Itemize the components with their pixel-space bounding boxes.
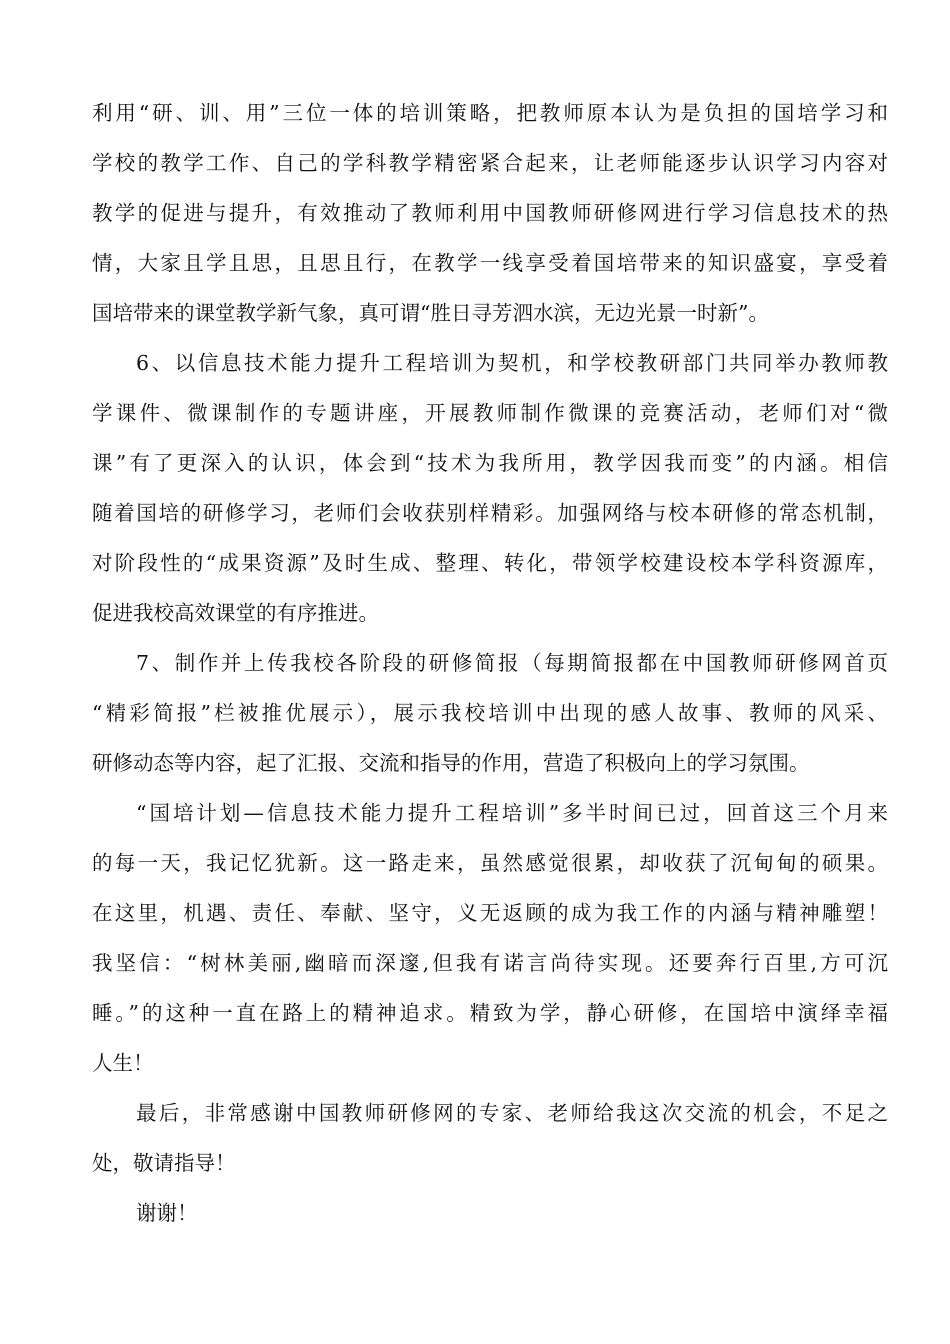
closing-thanks: 谢谢！ xyxy=(136,1201,198,1225)
text-line: 研修动态等内容，起了汇报、交流和指导的作用，营造了积极向上的学习氛围。 xyxy=(92,751,810,775)
text-line: “精彩简报”栏被推优展示），展示我校培训中出现的感人故事、教师的风采、 xyxy=(92,701,888,725)
paragraph-2 xyxy=(92,338,888,638)
text-line: 7、制作并上传我校各阶段的研修简报（每期简报都在中国教师研修网首页 xyxy=(136,651,888,675)
paragraph-4 xyxy=(92,788,888,1088)
text-line: 处，敬请指导！ xyxy=(92,1151,236,1175)
text-line: 随着国培的研修学习，老师们会收获别样精彩。加强网络与校本研修的常态机制， xyxy=(92,501,888,525)
text-line: 6、以信息技术能力提升工程培训为契机，和学校教研部门共同举办教师教 xyxy=(136,351,888,375)
paragraph-3 xyxy=(92,638,888,788)
text-line: 情，大家且学且思，且思且行，在教学一线享受着国培带来的知识盛宴，享受着 xyxy=(92,251,888,275)
text-line: 利用“研、训、用”三位一体的培训策略，把教师原本认为是负担的国培学习和 xyxy=(92,101,888,125)
text-line: 课”有了更深入的认识，体会到“技术为我所用，教学因我而变”的内涵。相信 xyxy=(92,451,888,475)
text-line: 睡。”的这种一直在路上的精神追求。精致为学，静心研修，在国培中演绎幸福 xyxy=(92,1001,888,1025)
text-line: 学课件、微课制作的专题讲座，开展教师制作微课的竞赛活动，老师们对“微 xyxy=(92,401,888,425)
paragraph-1 xyxy=(92,88,888,338)
text-line: 我坚信：“树林美丽,幽暗而深邃,但我有诺言尚待实现。还要奔行百里,方可沉 xyxy=(92,951,888,975)
text-line: 的每一天，我记忆犹新。这一路走来，虽然感觉很累，却收获了沉甸甸的硕果。 xyxy=(92,851,888,875)
paragraph-5 xyxy=(92,1088,888,1188)
text-line: 国培带来的课堂教学新气象，真可谓“胜日寻芳泗水滨，无边光景一时新”。 xyxy=(92,301,769,325)
text-line: 最后，非常感谢中国教师研修网的专家、老师给我这次交流的机会，不足之 xyxy=(136,1101,888,1125)
text-line: 在这里，机遇、责任、奉献、坚守，义无返顾的成为我工作的内涵与精神雕塑！ xyxy=(92,901,888,925)
text-line: “国培计划—信息技术能力提升工程培训”多半时间已过，回首这三个月来 xyxy=(136,801,888,825)
text-line: 学校的教学工作、自己的学科教学精密紧合起来，让老师能逐步认识学习内容对 xyxy=(92,151,888,175)
document-page xyxy=(92,88,888,1238)
text-line: 人生！ xyxy=(92,1051,154,1075)
text-line: 促进我校高效课堂的有序推进。 xyxy=(92,601,379,625)
text-line: 对阶段性的“成果资源”及时生成、整理、转化，带领学校建设校本学科资源库， xyxy=(92,551,888,575)
text-line: 教学的促进与提升，有效推动了教师利用中国教师研修网进行学习信息技术的热 xyxy=(92,201,888,225)
